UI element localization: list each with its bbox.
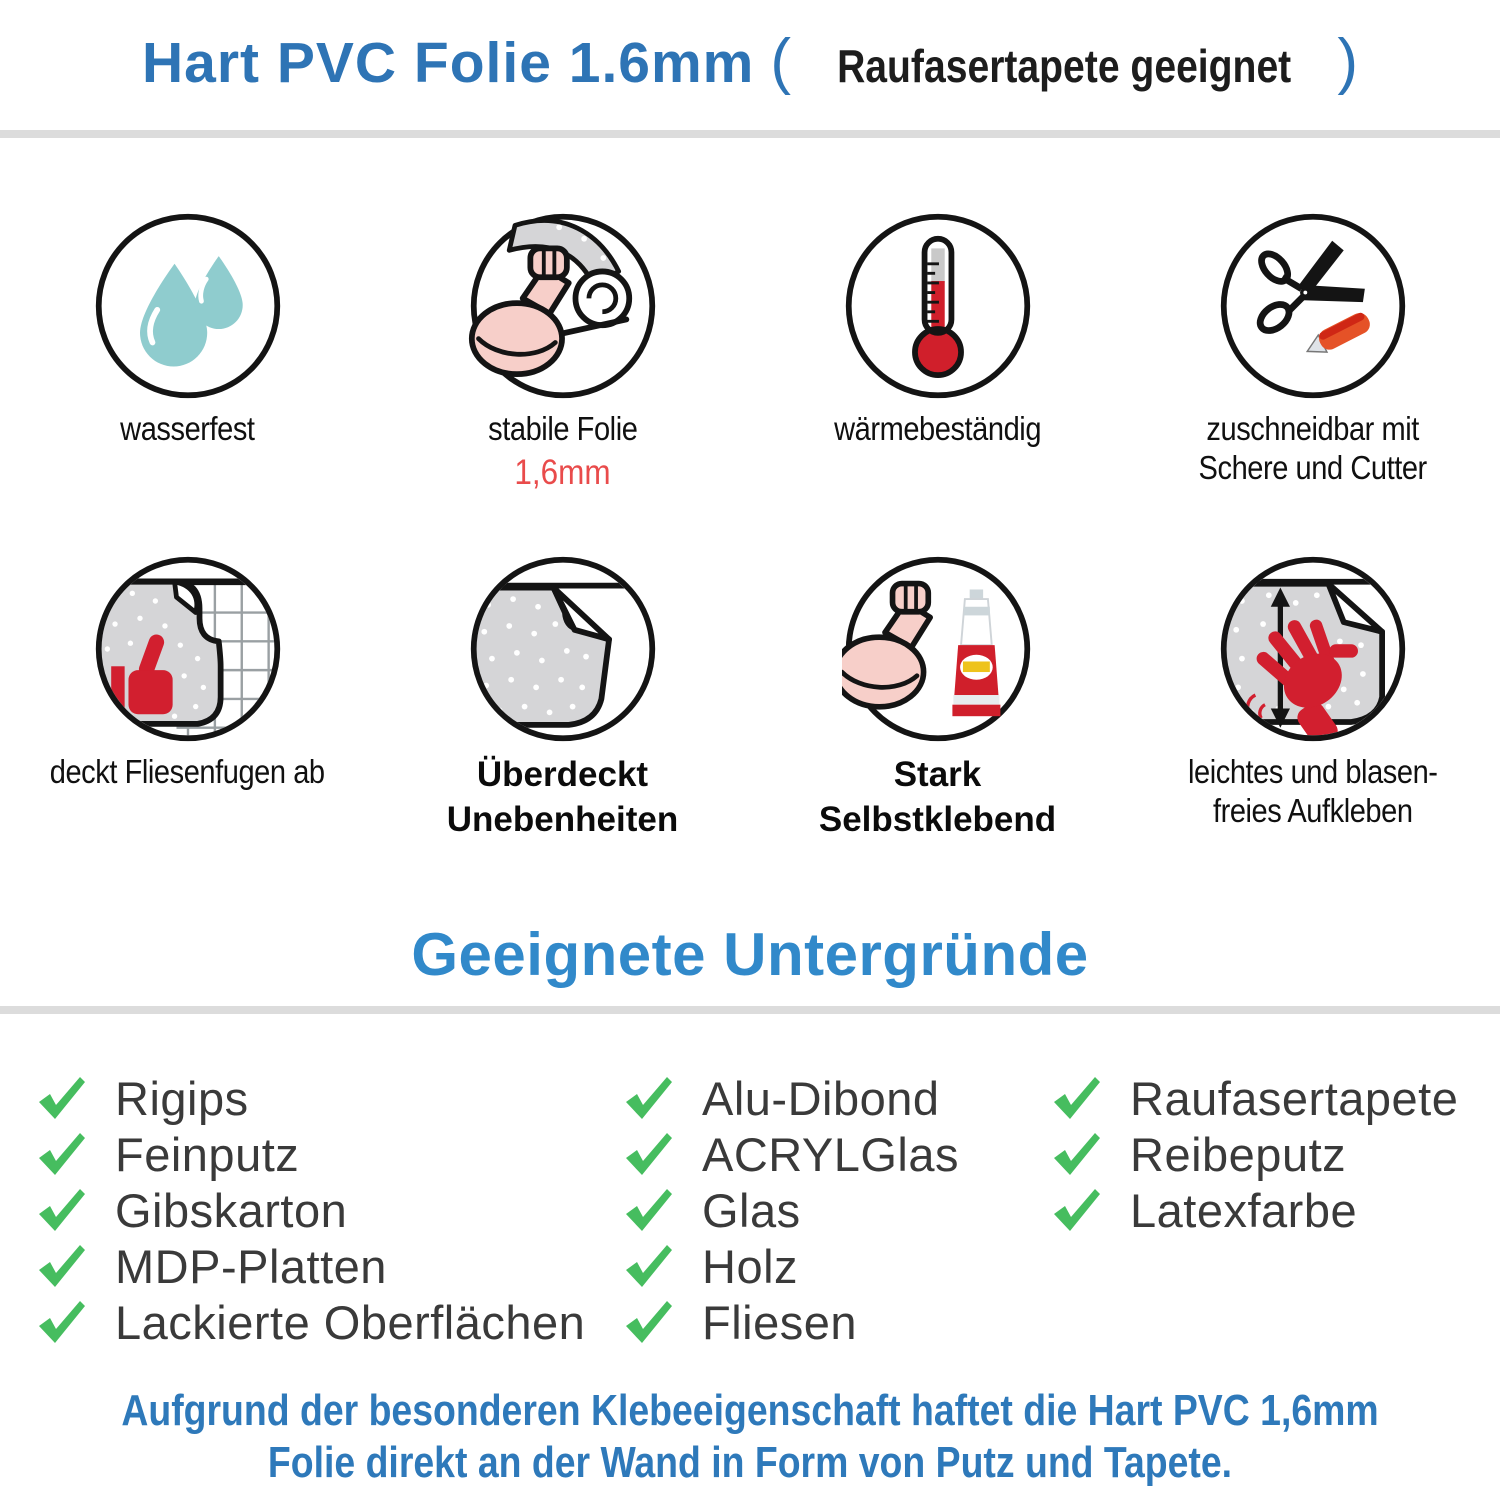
- check-icon: [35, 1188, 89, 1232]
- feature-label-line2: freies Aufkleben: [1212, 791, 1413, 829]
- surface-label: Alu-Dibond: [702, 1071, 940, 1125]
- surface-column-3: [1050, 1070, 1458, 1238]
- muscle-glue-tube-icon: [842, 553, 1034, 745]
- feature-waermebestaendig: [750, 210, 1125, 493]
- surface-label: Glas: [702, 1183, 801, 1237]
- feature-stabile-folie: [375, 210, 750, 493]
- footer-note: [0, 1385, 1500, 1489]
- feature-label-line1: Überdeckt: [476, 755, 649, 794]
- feature-ueberdeckt-unebenheiten: [375, 553, 750, 843]
- surface-label: Raufasertapete: [1130, 1071, 1459, 1125]
- feature-label-line2: Schere und Cutter: [1198, 448, 1427, 486]
- surface-item: [1050, 1070, 1458, 1126]
- surface-item: [622, 1238, 959, 1294]
- surface-label: MDP-Platten: [115, 1239, 387, 1293]
- features-row-2: [0, 553, 1500, 843]
- surface-item: [622, 1182, 959, 1238]
- surface-label: Holz: [702, 1239, 799, 1293]
- feature-wasserfest: [0, 210, 375, 493]
- surface-item: [35, 1182, 585, 1238]
- film-fold-icon: [467, 553, 659, 745]
- footer-line1: Aufgrund der besonderen Klebeeigenschaft haftet die Hart PVC 1,6mm: [121, 1386, 1379, 1435]
- footer-line2: Folie direkt an der Wand in Form von Putz und Tapete.: [267, 1438, 1233, 1487]
- surface-label: Reibeputz: [1130, 1127, 1347, 1181]
- feature-blasenfreies-aufkleben: [1125, 553, 1500, 843]
- muscle-film-roll-icon: [467, 210, 659, 402]
- surface-item: [622, 1126, 959, 1182]
- feature-label: wärmebeständig: [834, 410, 1041, 447]
- surface-label: Rigips: [115, 1071, 249, 1125]
- feature-label: wasserfest: [120, 410, 255, 447]
- surface-label: Feinputz: [115, 1127, 300, 1181]
- surfaces-heading: Geeignete Untergründe: [411, 921, 1089, 988]
- surface-item: [1050, 1182, 1458, 1238]
- feature-label: [1188, 753, 1438, 831]
- surface-label: Gibskarton: [115, 1183, 348, 1237]
- surface-item: [622, 1294, 959, 1350]
- tile-grout-thumbs-up-icon: [92, 553, 284, 745]
- divider-middle: [0, 1006, 1500, 1014]
- feature-label-line1: Stark: [893, 755, 982, 794]
- surface-item: [35, 1294, 585, 1350]
- feature-label-line1: leichtes und blasen-: [1187, 753, 1438, 790]
- feature-zuschneidbar: [1125, 210, 1500, 493]
- surface-item: [35, 1126, 585, 1182]
- check-icon: [622, 1244, 676, 1288]
- surface-label: Latexfarbe: [1130, 1183, 1358, 1237]
- feature-label: deckt Fliesenfugen ab: [50, 753, 325, 790]
- feature-stark-selbstklebend: [750, 553, 1125, 843]
- surface-item: [35, 1238, 585, 1294]
- feature-label: [447, 753, 678, 843]
- check-icon: [35, 1132, 89, 1176]
- water-drops-icon: [92, 210, 284, 402]
- features-row-1: [0, 210, 1500, 493]
- surface-label: Fliesen: [702, 1295, 858, 1349]
- check-icon: [35, 1076, 89, 1120]
- feature-label: [1198, 410, 1426, 488]
- check-icon: [622, 1076, 676, 1120]
- check-icon: [1050, 1076, 1104, 1120]
- surface-column-1: [35, 1070, 585, 1350]
- check-icon: [622, 1132, 676, 1176]
- check-icon: [1050, 1188, 1104, 1232]
- thermometer-icon: [842, 210, 1034, 402]
- feature-label: [819, 753, 1056, 843]
- feature-label-line1: zuschneidbar mit: [1206, 410, 1419, 447]
- feature-label-line2: Selbstklebend: [818, 799, 1057, 839]
- check-icon: [622, 1300, 676, 1344]
- check-icon: [35, 1244, 89, 1288]
- check-icon: [622, 1188, 676, 1232]
- surface-item: [1050, 1126, 1458, 1182]
- hand-smoothing-icon: [1217, 553, 1409, 745]
- surface-label: ACRYLGlas: [702, 1127, 960, 1181]
- surface-label: Lackierte Oberflächen: [115, 1295, 586, 1349]
- feature-label: stabile Folie: [487, 410, 638, 447]
- divider-top: [0, 130, 1500, 138]
- surface-column-2: [622, 1070, 959, 1350]
- surface-item: [35, 1070, 585, 1126]
- check-icon: [35, 1300, 89, 1344]
- title-main: Hart PVC Folie 1.6mm: [142, 31, 755, 95]
- surface-item: [622, 1070, 959, 1126]
- title-paren-close: ): [1337, 27, 1358, 96]
- page-title: [0, 26, 1500, 126]
- title-subtitle: Raufasertapete geeignet: [837, 40, 1292, 92]
- scissors-cutter-icon: [1217, 210, 1409, 402]
- feature-thickness-label: 1,6mm: [514, 452, 611, 492]
- feature-label-line2: Unebenheiten: [446, 799, 679, 839]
- check-icon: [1050, 1132, 1104, 1176]
- title-paren-open: (: [770, 27, 792, 96]
- feature-deckt-fliesenfugen: [0, 553, 375, 843]
